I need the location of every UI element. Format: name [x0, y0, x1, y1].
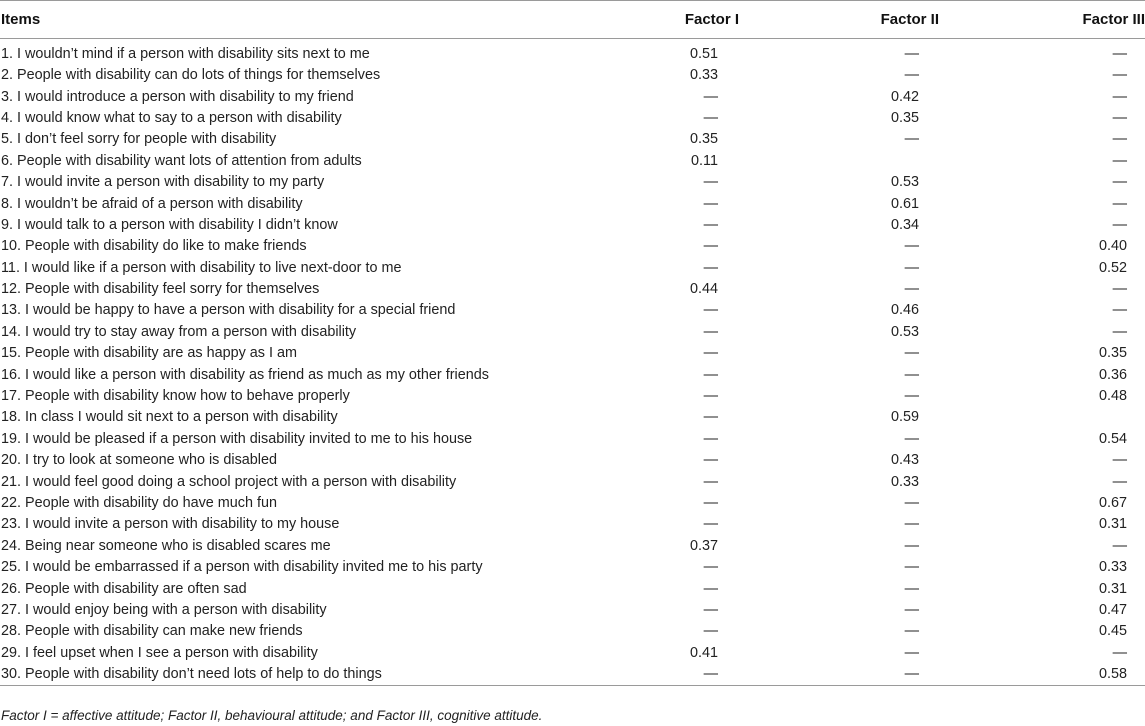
factor-1-cell: — [703, 473, 718, 490]
table-row [0, 621, 1145, 642]
table-row [0, 172, 1145, 193]
factor-1-cell: — [703, 109, 718, 126]
factor-3-cell: — [1112, 452, 1127, 469]
factor-1-cell: 0.11 [691, 152, 718, 169]
factor-2-cell: — [904, 366, 919, 383]
factor-3-cell: — [1112, 46, 1127, 62]
factor-2-cell: — [904, 67, 919, 84]
table-row [0, 600, 1145, 621]
factor-2-cell: — [904, 46, 919, 62]
table-body [0, 39, 1145, 686]
factor-1-cell: — [703, 495, 718, 511]
table-row [0, 343, 1145, 364]
table-row [0, 364, 1145, 385]
factor-1-cell: 0.51 [689, 46, 718, 62]
factor-3-cell: — [1112, 88, 1127, 105]
table-row [0, 258, 1145, 279]
factor-2-cell: — [904, 601, 919, 618]
item-cell: 22. People with disability do have much fun [1, 495, 277, 511]
factor-2-cell: — [904, 259, 919, 276]
item-cell: 4. I would know what to say to a person with disability [1, 109, 342, 126]
factor-3-cell: — [1112, 281, 1127, 298]
factor-3-cell: — [1112, 537, 1127, 554]
factor-2-cell: 0.53 [890, 323, 919, 340]
table-row [0, 129, 1145, 150]
item-cell: 2. People with disability can do lots of things for themselves [1, 67, 381, 84]
table-row [0, 322, 1145, 343]
item-cell: 12. People with disability feel sorry for themselves [1, 281, 320, 298]
item-cell: 3. I would introduce a person with disability to my friend [1, 88, 354, 105]
item-cell: 8. I wouldn’t be afraid of a person with disability [1, 195, 303, 212]
factor-3-cell: 0.31 [1098, 580, 1127, 597]
table-row [0, 643, 1145, 664]
factor-1-cell: — [703, 430, 718, 447]
factor-3-cell: — [1112, 174, 1127, 191]
factor-1-cell: — [703, 452, 718, 469]
factor-3-cell: 0.45 [1098, 623, 1127, 640]
factor-1-cell: — [703, 580, 718, 597]
table-row [0, 471, 1145, 492]
table-footnote: Factor I = affective attitude; Factor II, behavioural attitude; and Factor III, cognitive attitude. [1, 708, 543, 723]
item-cell: 5. I don’t feel sorry for people with disability [1, 131, 277, 148]
item-cell: 7. I would invite a person with disability to my party [1, 174, 325, 191]
table-row [0, 557, 1145, 578]
factor-1-cell: — [703, 195, 718, 212]
table-row [0, 39, 1145, 66]
item-cell: 13. I would be happy to have a person with disability for a special friend [1, 302, 456, 319]
item-cell: 15. People with disability are as happy as I am [1, 345, 297, 362]
item-cell: 18. In class I would sit next to a person with disability [1, 409, 338, 426]
factor-2-cell: 0.35 [890, 109, 919, 126]
factor-3-cell: — [1112, 195, 1127, 212]
factor-1-cell: — [703, 259, 718, 276]
factor-2-cell: — [904, 345, 919, 362]
factor-1-cell: — [703, 665, 718, 682]
factor-2-cell: 0.33 [890, 473, 919, 490]
item-cell: 6. People with disability want lots of attention from adults [1, 152, 362, 169]
item-cell: 11. I would like if a person with disability to live next-door to me [1, 259, 402, 276]
table-row [0, 450, 1145, 471]
table-row [0, 514, 1145, 535]
factor-2-cell: — [904, 430, 919, 447]
factor-3-cell: 0.40 [1098, 238, 1127, 255]
table-row [0, 279, 1145, 300]
item-cell: 21. I would feel good doing a school project with a person with disability [1, 473, 457, 490]
factor-3-cell: 0.67 [1098, 495, 1127, 511]
factor-1-cell: — [703, 366, 718, 383]
item-cell: 24. Being near someone who is disabled scares me [1, 537, 331, 554]
table-row [0, 536, 1145, 557]
factor-2-cell: 0.42 [890, 88, 919, 105]
factor-3-cell: — [1112, 109, 1127, 126]
factor-3-cell: — [1112, 152, 1127, 169]
factor-2-cell: — [904, 516, 919, 533]
item-cell: 29. I feel upset when I see a person with disability [1, 644, 318, 661]
factor-3-cell: 0.52 [1098, 259, 1127, 276]
factor-2-cell: — [904, 644, 919, 661]
factor-1-cell: 0.37 [689, 537, 718, 554]
table-row [0, 407, 1145, 428]
table-row [0, 193, 1145, 214]
factor-2-cell: — [904, 580, 919, 597]
factor-1-cell: — [703, 601, 718, 618]
factor-3-cell: 0.47 [1098, 601, 1127, 618]
factor-2-cell: 0.43 [890, 452, 919, 469]
factor-2-cell: 0.61 [890, 195, 919, 212]
item-cell: 1. I wouldn’t mind if a person with disability sits next to me [1, 46, 370, 62]
factor-3-cell: — [1112, 216, 1127, 233]
factor-3-cell: — [1112, 67, 1127, 84]
item-cell: 10. People with disability do like to make friends [1, 238, 307, 255]
table-header [0, 1, 1145, 39]
item-cell: 30. People with disability don’t need lots of help to do things [1, 665, 382, 682]
table-row [0, 236, 1145, 257]
factor-1-cell: 0.41 [689, 644, 718, 661]
header-factor-1: Factor I [684, 11, 739, 28]
factor-1-cell: 0.33 [689, 67, 718, 84]
factor-3-cell: 0.36 [1098, 366, 1127, 383]
factor-1-cell: — [703, 302, 718, 319]
item-cell: 25. I would be embarrassed if a person with disability invited me to his party [1, 559, 483, 576]
item-cell: 16. I would like a person with disability as friend as much as my other friends [1, 366, 489, 383]
factor-2-cell: — [904, 281, 919, 298]
factor-2-cell: — [904, 623, 919, 640]
factor-1-cell: — [703, 88, 718, 105]
header-factor-2: Factor II [880, 11, 939, 28]
factor-1-cell: — [703, 345, 718, 362]
item-cell: 26. People with disability are often sad [1, 580, 247, 597]
factor-2-cell: — [904, 559, 919, 576]
factor-2-cell: 0.46 [890, 302, 919, 319]
factor-1-cell: — [703, 559, 718, 576]
factor-3-cell: — [1112, 131, 1127, 148]
table-row [0, 108, 1145, 129]
factor-2-cell: 0.34 [890, 216, 919, 233]
factor-2-cell: 0.53 [890, 174, 919, 191]
factor-3-cell: 0.33 [1098, 559, 1127, 576]
factor-2-cell: — [904, 131, 919, 148]
factor-3-cell: — [1112, 302, 1127, 319]
table-row [0, 578, 1145, 599]
factor-3-cell: 0.54 [1098, 430, 1127, 447]
item-cell: 14. I would try to stay away from a person with disability [1, 323, 357, 340]
table-row [0, 386, 1145, 407]
factor-3-cell: 0.48 [1098, 388, 1127, 405]
factor-1-cell: — [703, 516, 718, 533]
table-row [0, 300, 1145, 321]
table-row [0, 215, 1145, 236]
item-cell: 9. I would talk to a person with disability I didn’t know [1, 216, 338, 233]
factor-1-cell: — [703, 174, 718, 191]
factor-3-cell: 0.31 [1098, 516, 1127, 533]
factor-2-cell [760, 151, 964, 172]
factor-1-cell: — [703, 238, 718, 255]
table-row [0, 86, 1145, 107]
factor-3-cell [964, 407, 1145, 428]
header-items: Items [1, 11, 41, 28]
factor-1-cell: — [703, 388, 718, 405]
factor-1-cell: — [703, 409, 718, 426]
table-row [0, 664, 1145, 686]
factor-1-cell: 0.44 [689, 281, 718, 298]
item-cell: 20. I try to look at someone who is disabled [1, 452, 277, 469]
header-factor-3: Factor III [1082, 11, 1145, 28]
factor-2-cell: — [904, 388, 919, 405]
factor-2-cell: 0.59 [890, 409, 919, 426]
factor-2-cell: — [904, 495, 919, 511]
factor-1-cell: 0.35 [689, 131, 718, 148]
table-row [0, 493, 1145, 514]
factor-1-cell: — [703, 216, 718, 233]
factor-2-cell: — [904, 537, 919, 554]
item-cell: 19. I would be pleased if a person with disability invited to me to his house [1, 430, 473, 447]
factor-1-cell: — [703, 623, 718, 640]
factor-2-cell: — [904, 238, 919, 255]
item-cell: 27. I would enjoy being with a person with disability [1, 601, 327, 618]
item-cell: 28. People with disability can make new friends [1, 623, 303, 640]
factor-3-cell: — [1112, 473, 1127, 490]
item-cell: 17. People with disability know how to behave properly [1, 388, 350, 405]
table-row [0, 65, 1145, 86]
table-row [0, 151, 1145, 172]
factor-3-cell: 0.58 [1098, 665, 1127, 682]
header-row [0, 1, 1145, 39]
factor-3-cell: — [1112, 323, 1127, 340]
factor-3-cell: — [1112, 644, 1127, 661]
table-row [0, 429, 1145, 450]
factor-1-cell: — [703, 323, 718, 340]
item-cell: 23. I would invite a person with disability to my house [1, 516, 340, 533]
factor-2-cell: — [904, 665, 919, 682]
factor-3-cell: 0.35 [1098, 345, 1127, 362]
